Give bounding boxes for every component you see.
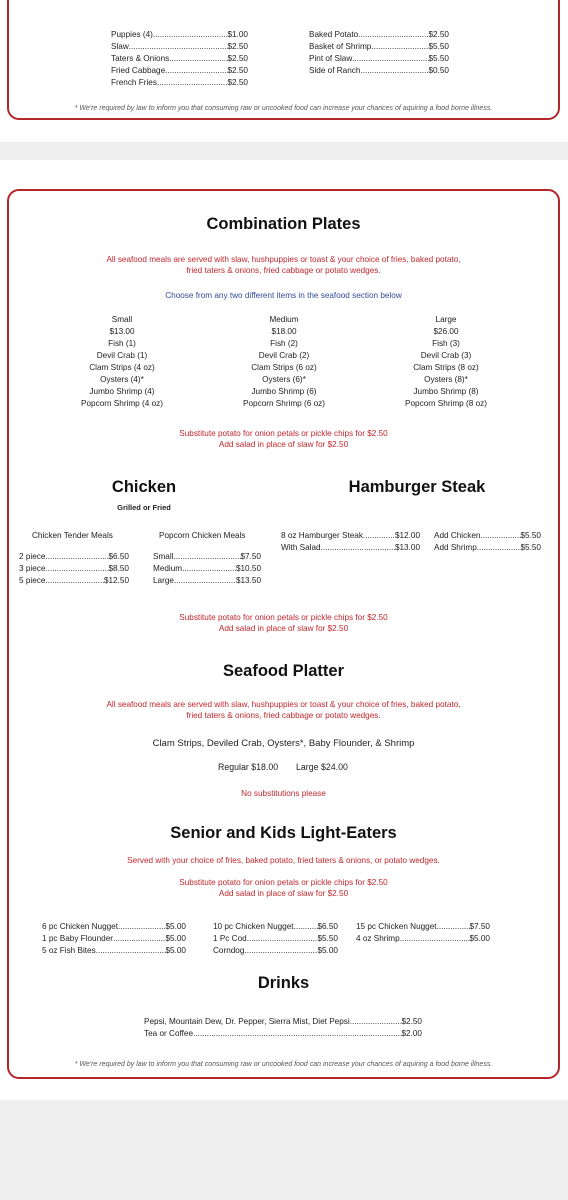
popcorn-list	[153, 551, 261, 587]
combo-line: $18.00	[271, 327, 297, 336]
list-item: 15 pc Chicken Nugget ..... $7.50	[356, 921, 490, 933]
list-item: With Salad ..... $13.00	[281, 542, 420, 554]
senior-title: Senior and Kids Light-Eaters	[170, 824, 397, 842]
hamburger-title: Hamburger Steak	[348, 478, 486, 496]
tender-list	[19, 551, 129, 587]
drinks-list	[144, 1016, 422, 1040]
disclaimer: * We're required by law to inform you that consuming raw or uncooked food can increase your chances of aquiring a food borne illness.	[74, 105, 493, 112]
combo-choose: Choose from any two different items in the seafood section below	[165, 291, 402, 300]
combo-col-large	[386, 314, 506, 410]
combo-title: Combination Plates	[206, 215, 361, 233]
combo-sub-1: Substitute potato for onion petals or pickle chips for $2.50	[179, 429, 388, 438]
combo-line: $26.00	[433, 327, 459, 336]
list-item: Baked Potato ..... $2.50	[309, 29, 449, 41]
combo-line: Devil Crab (3)	[420, 351, 472, 360]
combo-col-small	[62, 314, 182, 410]
combo-line: Small	[111, 315, 133, 324]
list-item: 3 piece ..... $8.50	[19, 563, 129, 575]
senior-col-3	[356, 921, 490, 945]
platter-note-1: All seafood meals are served with slaw, hushpuppies or toast & your choice of fries, baked potato,	[106, 700, 461, 709]
platter-nosub: No substitutions please	[241, 789, 326, 798]
senior-col-2	[213, 921, 338, 957]
combo-line: Popcorn Shrimp (6 oz)	[243, 399, 325, 408]
hamburger-list	[281, 530, 420, 554]
list-item: Corndog ..... $5.00	[213, 945, 338, 957]
sides-card	[7, 0, 560, 120]
combo-line: Jumbo Shrimp (6)	[251, 387, 317, 396]
list-item: Medium ..... $10.50	[153, 563, 261, 575]
disclaimer: * We're required by law to inform you that consuming raw or uncooked food can increase your chances of aquiring a food borne illness.	[74, 1061, 493, 1068]
drinks-title: Drinks	[257, 974, 310, 992]
combo-line: Fish (2)	[270, 339, 298, 348]
combo-note-2: fried taters & onions, fried cabbage or potato wedges.	[186, 266, 381, 275]
list-item: Add Chicken ..... $5.50	[434, 530, 541, 542]
list-item: Add Shrimp ..... $5.50	[434, 542, 541, 554]
combo-line: $13.00	[109, 327, 135, 336]
list-item: 5 piece ..... $12.50	[19, 575, 129, 587]
combo-line: Oysters (8)*	[424, 375, 468, 384]
combo-line: Clam Strips (4 oz)	[89, 363, 155, 372]
combo-line: Popcorn Shrimp (4 oz)	[81, 399, 163, 408]
tender-header: Chicken Tender Meals	[32, 531, 113, 540]
chicken-sub-2: Add salad in place of slaw for $2.50	[218, 624, 349, 633]
combo-note-1: All seafood meals are served with slaw, hushpuppies or toast & your choice of fries, baked potato,	[106, 255, 461, 264]
list-item: 2 piece ..... $6.50	[19, 551, 129, 563]
list-item: Small ..... $7.50	[153, 551, 261, 563]
list-item: 6 pc Chicken Nugget ..... $5.00	[42, 921, 186, 933]
combo-line: Clam Strips (8 oz)	[413, 363, 479, 372]
combo-line: Medium	[269, 315, 299, 324]
list-item: Pepsi, Mountain Dew, Dr. Pepper, Sierra Mist, Diet Pepsi ..... $2.50	[144, 1016, 422, 1028]
combo-line: Jumbo Shrimp (4)	[89, 387, 155, 396]
list-item: 10 pc Chicken Nugget ..... $6.50	[213, 921, 338, 933]
combo-col-medium	[224, 314, 344, 410]
combo-line: Large	[435, 315, 457, 324]
combo-line: Oysters (6)*	[262, 375, 306, 384]
list-item: 1 Pc Cod ..... $5.50	[213, 933, 338, 945]
list-item: Tea or Coffee ..... $2.00	[144, 1028, 422, 1040]
list-item: 1 pc Baby Flounder ..... $5.00	[42, 933, 186, 945]
chicken-subtitle: Grilled or Fried	[117, 503, 171, 512]
list-item: French Fries ..... $2.50	[111, 77, 248, 89]
list-item: Side of Ranch ..... $0.50	[309, 65, 449, 77]
list-item: 4 oz Shrimp ..... $5.00	[356, 933, 490, 945]
sides-right-list	[309, 29, 449, 77]
combo-line: Fish (1)	[108, 339, 136, 348]
senior-sub-2: Add salad in place of slaw for $2.50	[218, 889, 349, 898]
list-item: Slaw ..... $2.50	[111, 41, 248, 53]
main-card	[7, 189, 560, 1079]
list-item: Large ..... $13.50	[153, 575, 261, 587]
chicken-sub-1: Substitute potato for onion petals or pickle chips for $2.50	[179, 613, 388, 622]
platter-regular: Regular $18.00	[218, 762, 279, 772]
popcorn-header: Popcorn Chicken Meals	[159, 531, 246, 540]
senior-col-1	[42, 921, 186, 957]
sides-left-list	[111, 29, 248, 89]
list-item: Basket of Shrimp ..... $5.50	[309, 41, 449, 53]
list-item: Pint of Slaw ..... $5.50	[309, 53, 449, 65]
list-item: Fried Cabbage ..... $2.50	[111, 65, 248, 77]
hamburger-addon-list	[434, 530, 541, 554]
combo-line: Popcorn Shrimp (8 oz)	[405, 399, 487, 408]
platter-note-2: fried taters & onions, fried cabbage or potato wedges.	[186, 711, 381, 720]
senior-note: Served with your choice of fries, baked potato, fried taters & onions, or potato wedges.	[127, 856, 440, 865]
combo-line: Fish (3)	[432, 339, 460, 348]
combo-line: Oysters (4)*	[100, 375, 144, 384]
chicken-title: Chicken	[111, 478, 177, 496]
platter-items: Clam Strips, Deviled Crab, Oysters*, Baby Flounder, & Shrimp	[152, 738, 415, 749]
combo-line: Devil Crab (2)	[258, 351, 310, 360]
combo-line: Devil Crab (1)	[96, 351, 148, 360]
list-item: 5 oz Fish Bites ..... $5.00	[42, 945, 186, 957]
platter-title: Seafood Platter	[222, 662, 345, 680]
list-item: Puppies (4) ..... $1.00	[111, 29, 248, 41]
list-item: 8 oz Hamburger Steak ..... $12.00	[281, 530, 420, 542]
platter-large: Large $24.00	[296, 762, 348, 772]
list-item: Taters & Onions ..... $2.50	[111, 53, 248, 65]
combo-line: Jumbo Shrimp (8)	[413, 387, 479, 396]
combo-line: Clam Strips (6 oz)	[251, 363, 317, 372]
combo-sub-2: Add salad in place of slaw for $2.50	[218, 440, 349, 449]
senior-sub-1: Substitute potato for onion petals or pickle chips for $2.50	[179, 878, 388, 887]
